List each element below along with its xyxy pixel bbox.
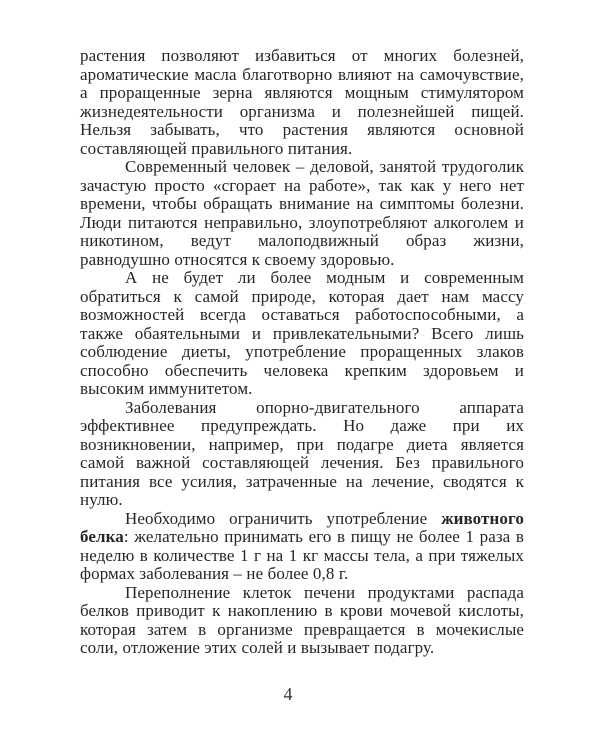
paragraph-nature-appeal: А не будет ли более модным и современным обратиться к самой природе, которая дает нам массу возможностей всегда оставаться работоспособными, а также обаятельными и привлекательными? Всего лишь соблюдение диеты, употребление проращенных злаков способно обеспечить человека крепким здоровьем и высоким иммунитетом.: [80, 268, 524, 398]
paragraph-continuation: растения позволяют избавиться от многих болезней, ароматические масла благотворно влияют на самочувствие, а проращенные зерна являются мощным стимулятором жизнедеятельности организма и полезнейшей пищей. Нельзя забывать, что растения являются основной составляющей правильного питания.: [80, 46, 524, 158]
bold-term-animal-protein: животного белка: [80, 508, 524, 546]
page-number: 4: [283, 684, 293, 704]
paragraph-modern-person: Современный человек – деловой, занятой трудоголик зачастую просто «сгорает на работе», так как у него нет времени, чтобы обращать внимание на симптомы болезни. Люди питаются неправильно, злоупотребляют алкоголем и никотином, ведут малоподвижный образ жизни, равнодушно относятся к своему здоровью.: [80, 157, 524, 269]
paragraph-liver-cells: Переполнение клеток печени продуктами распада белков приводит к накоплению в крови мочевой кислоты, которая затем в организме превращается в мочекислые соли, отложение этих солей и вызывает подагру.: [80, 582, 524, 657]
paragraph-animal-protein-lead: Необходимо ограничить употребление: [125, 508, 442, 528]
paragraph-animal-protein: [80, 510, 524, 584]
paragraph-animal-protein-rest: : желательно принимать его в пищу не более 1 раза в неделю в количестве 1 г на 1 кг массы тела, а при тяжелых формах заболевания – не более 0,8 г.: [80, 527, 524, 583]
page-text-block: [80, 47, 524, 658]
paragraph-musculoskeletal: Заболевания опорно-двигательного аппарата эффективнее предупреждать. Но даже при их возникновении, например, при подагре диета является самой важной составляющей лечения. Без правильного питания все усилия, затраченные на лечение, сводятся к нулю.: [80, 397, 524, 509]
